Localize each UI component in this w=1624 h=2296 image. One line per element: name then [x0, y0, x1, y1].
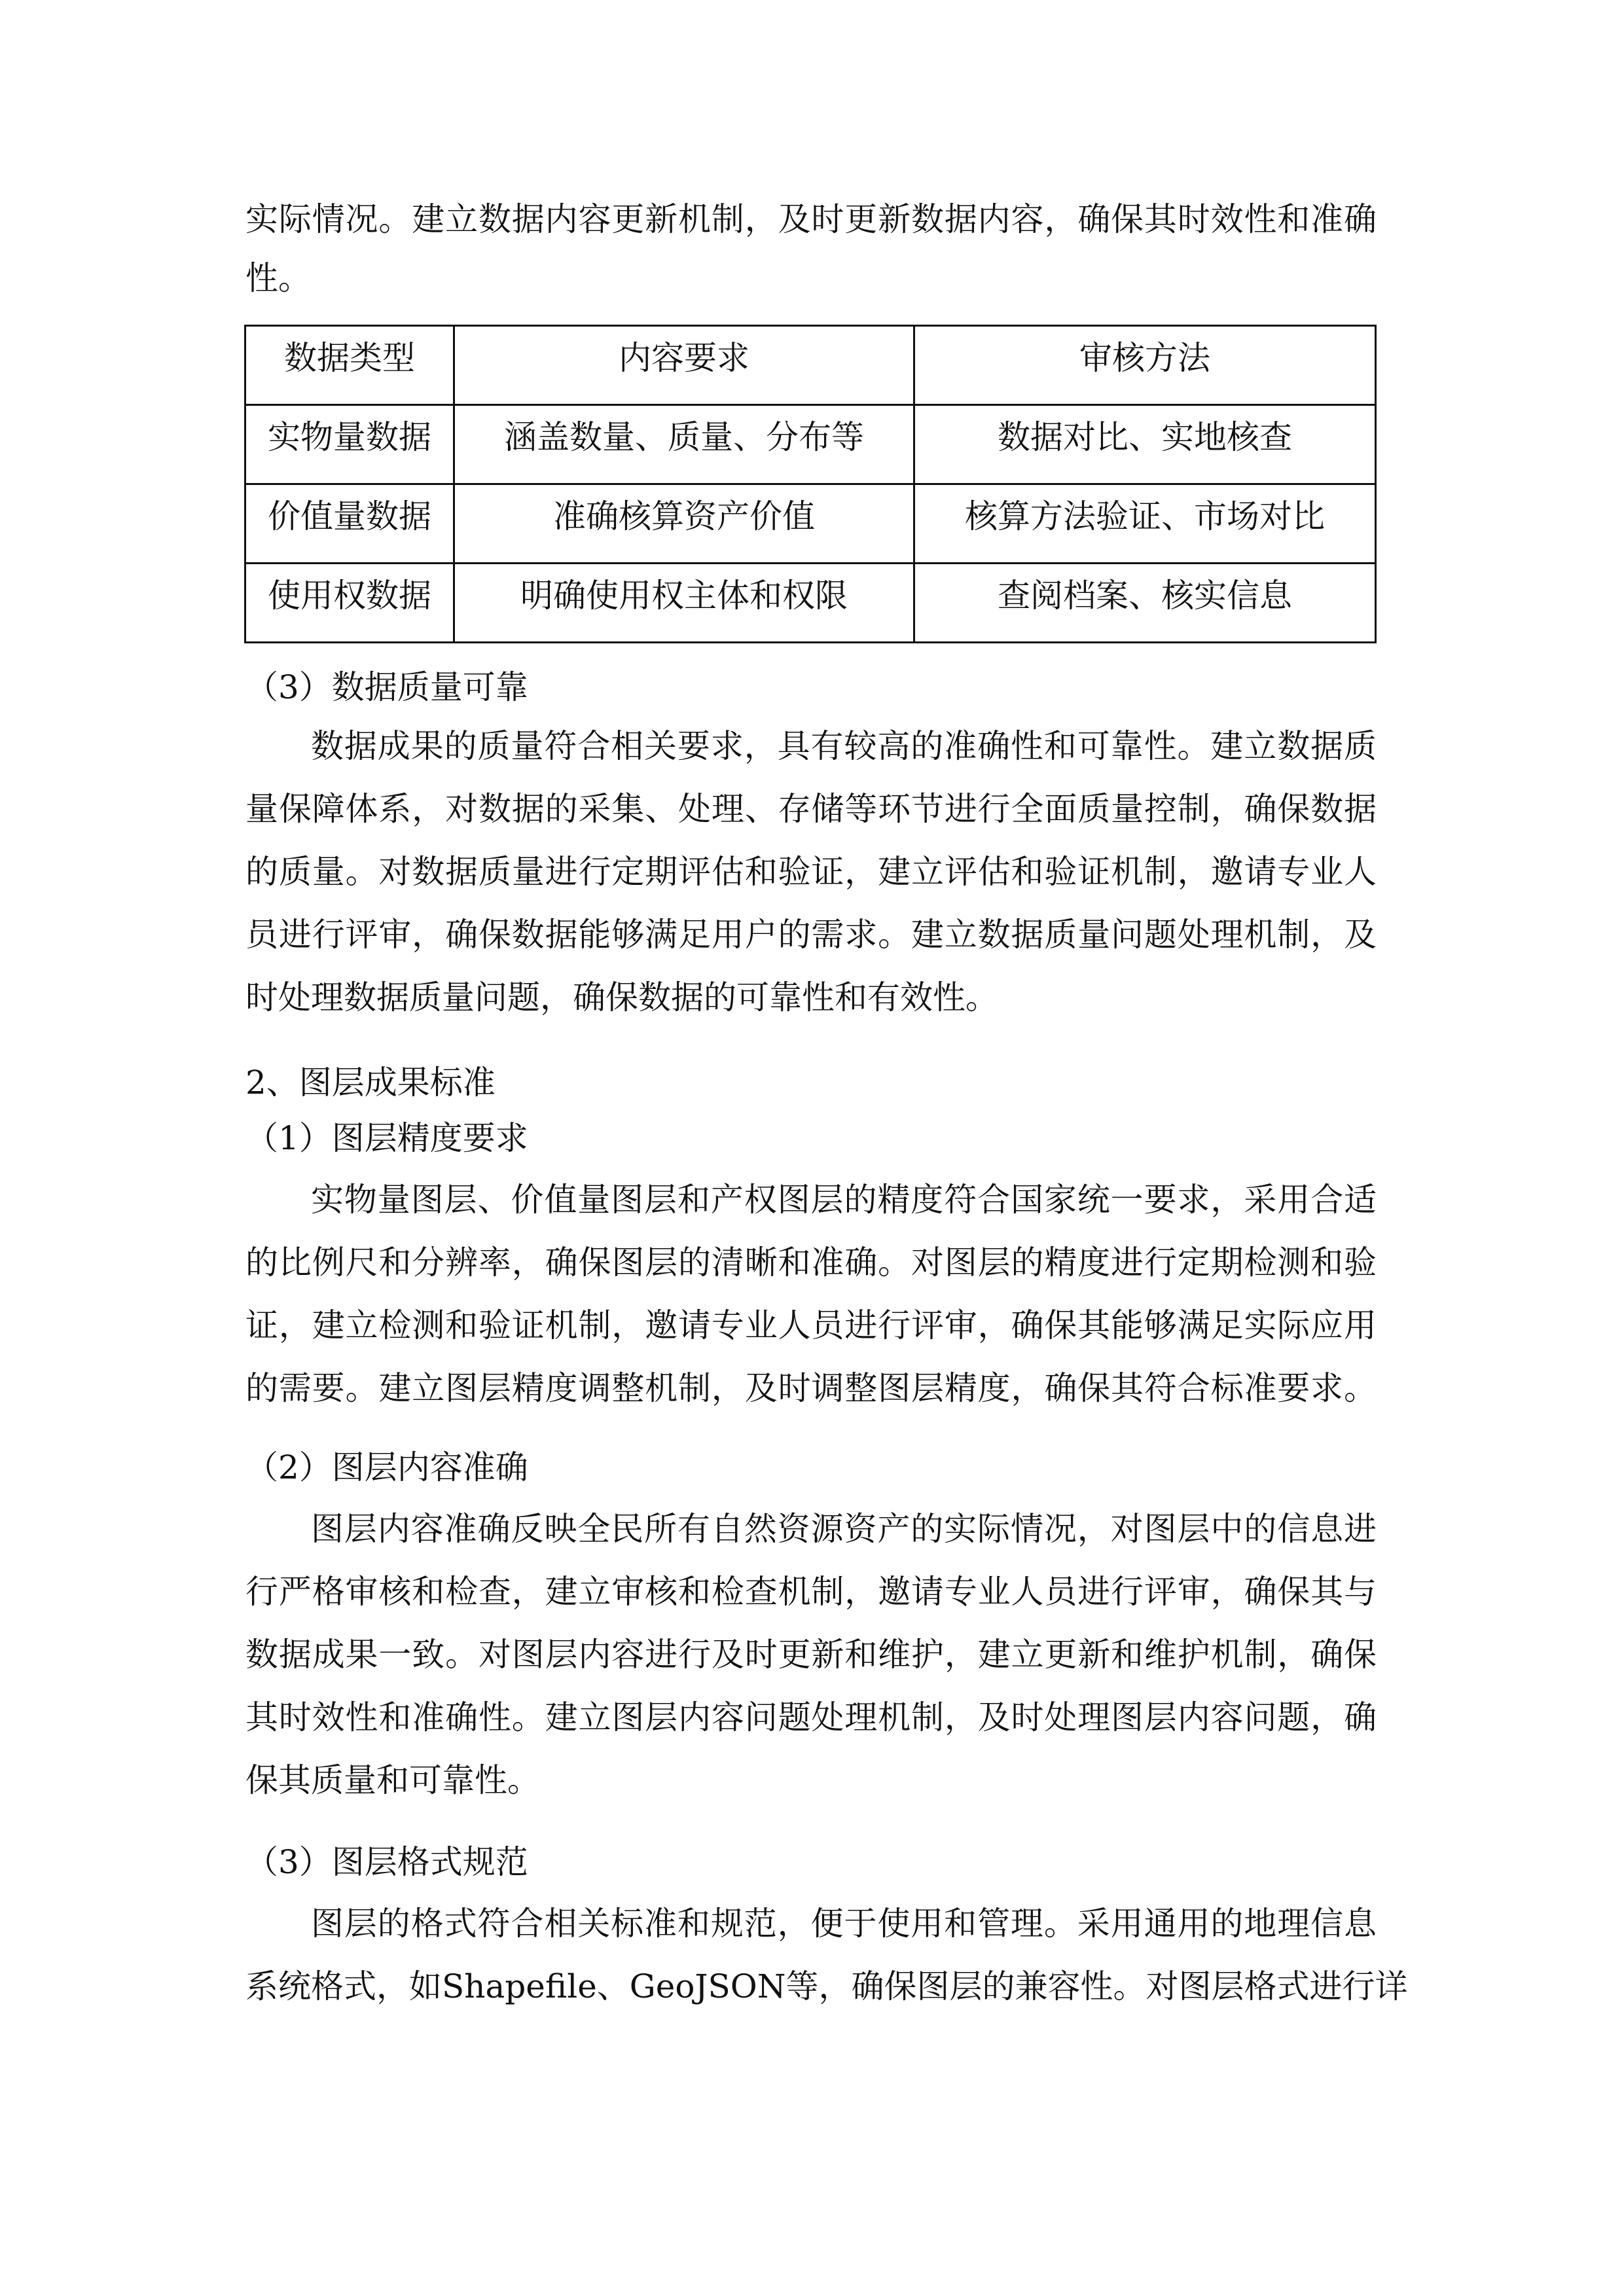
paragraph-line: 证，建立检测和验证机制，邀请专业人员进行评审，确保其能够满足实际应用: [245, 1306, 1377, 1344]
section-heading: （2）图层内容准确: [245, 1448, 528, 1486]
data-standards-table: [244, 325, 1377, 643]
paragraph-line: 数据成果的质量符合相关要求，具有较高的准确性和可靠性。建立数据质: [311, 727, 1377, 765]
paragraph-line: 的质量。对数据质量进行定期评估和验证，建立评估和验证机制，邀请专业人: [245, 853, 1377, 891]
paragraph-line: 的需要。建立图层精度调整机制，及时调整图层精度，确保其符合标准要求。: [245, 1369, 1377, 1407]
section-heading: （3）图层格式规范: [245, 1843, 528, 1881]
chapter-heading: 2、图层成果标准: [245, 1064, 496, 1102]
table-cell: 准确核算资产价值: [454, 484, 914, 564]
table-row: [245, 484, 1376, 564]
table-cell: 涵盖数量、质量、分布等: [454, 405, 914, 484]
paragraph-line: 行严格审核和检查，建立审核和检查机制，邀请专业人员进行评审，确保其与: [245, 1573, 1377, 1611]
table-header-cell: 内容要求: [454, 326, 914, 405]
paragraph-line: 时处理数据质量问题，确保数据的可靠性和有效性。: [245, 978, 998, 1016]
table-row: [245, 405, 1376, 484]
paragraph-line: 员进行评审，确保数据能够满足用户的需求。建立数据质量问题处理机制，及: [245, 916, 1377, 954]
paragraph-line: 数据成果一致。对图层内容进行及时更新和维护，建立更新和维护机制，确保: [245, 1636, 1377, 1674]
table-cell: 核算方法验证、市场对比: [914, 484, 1376, 564]
paragraph-line: 图层内容准确反映全民所有自然资源资产的实际情况，对图层中的信息进: [311, 1510, 1377, 1548]
table-cell: 使用权数据: [245, 564, 454, 643]
intro-line: 性。: [245, 259, 311, 297]
intro-line: 实际情况。建立数据内容更新机制，及时更新数据内容，确保其时效性和准确: [245, 200, 1377, 238]
table-header-cell: 数据类型: [245, 326, 454, 405]
paragraph-line: 实物量图层、价值量图层和产权图层的精度符合国家统一要求，采用合适: [311, 1181, 1377, 1219]
paragraph-line: 保其质量和可靠性。: [245, 1761, 540, 1799]
paragraph-line: 系统格式，如Shapefile、GeoJSON等，确保图层的兼容性。对图层格式进行详: [245, 1967, 1408, 2005]
table-header-cell: 审核方法: [914, 326, 1376, 405]
section-heading: （3）数据质量可靠: [245, 668, 528, 706]
section-heading: （1）图层精度要求: [245, 1119, 528, 1157]
table-cell: 价值量数据: [245, 484, 454, 564]
table-cell: 数据对比、实地核查: [914, 405, 1376, 484]
table-cell: 明确使用权主体和权限: [454, 564, 914, 643]
table-cell: 实物量数据: [245, 405, 454, 484]
table-cell: 查阅档案、核实信息: [914, 564, 1376, 643]
paragraph-line: 图层的格式符合相关标准和规范，便于使用和管理。采用通用的地理信息: [311, 1905, 1377, 1943]
paragraph-line: 其时效性和准确性。建立图层内容问题处理机制，及时处理图层内容问题，确: [245, 1698, 1377, 1736]
paragraph-line: 量保障体系，对数据的采集、处理、存储等环节进行全面质量控制，确保数据: [245, 790, 1377, 828]
paragraph-line: 的比例尺和分辨率，确保图层的清晰和准确。对图层的精度进行定期检测和验: [245, 1244, 1377, 1282]
table-row: [245, 564, 1376, 643]
table-header-row: [245, 326, 1376, 405]
